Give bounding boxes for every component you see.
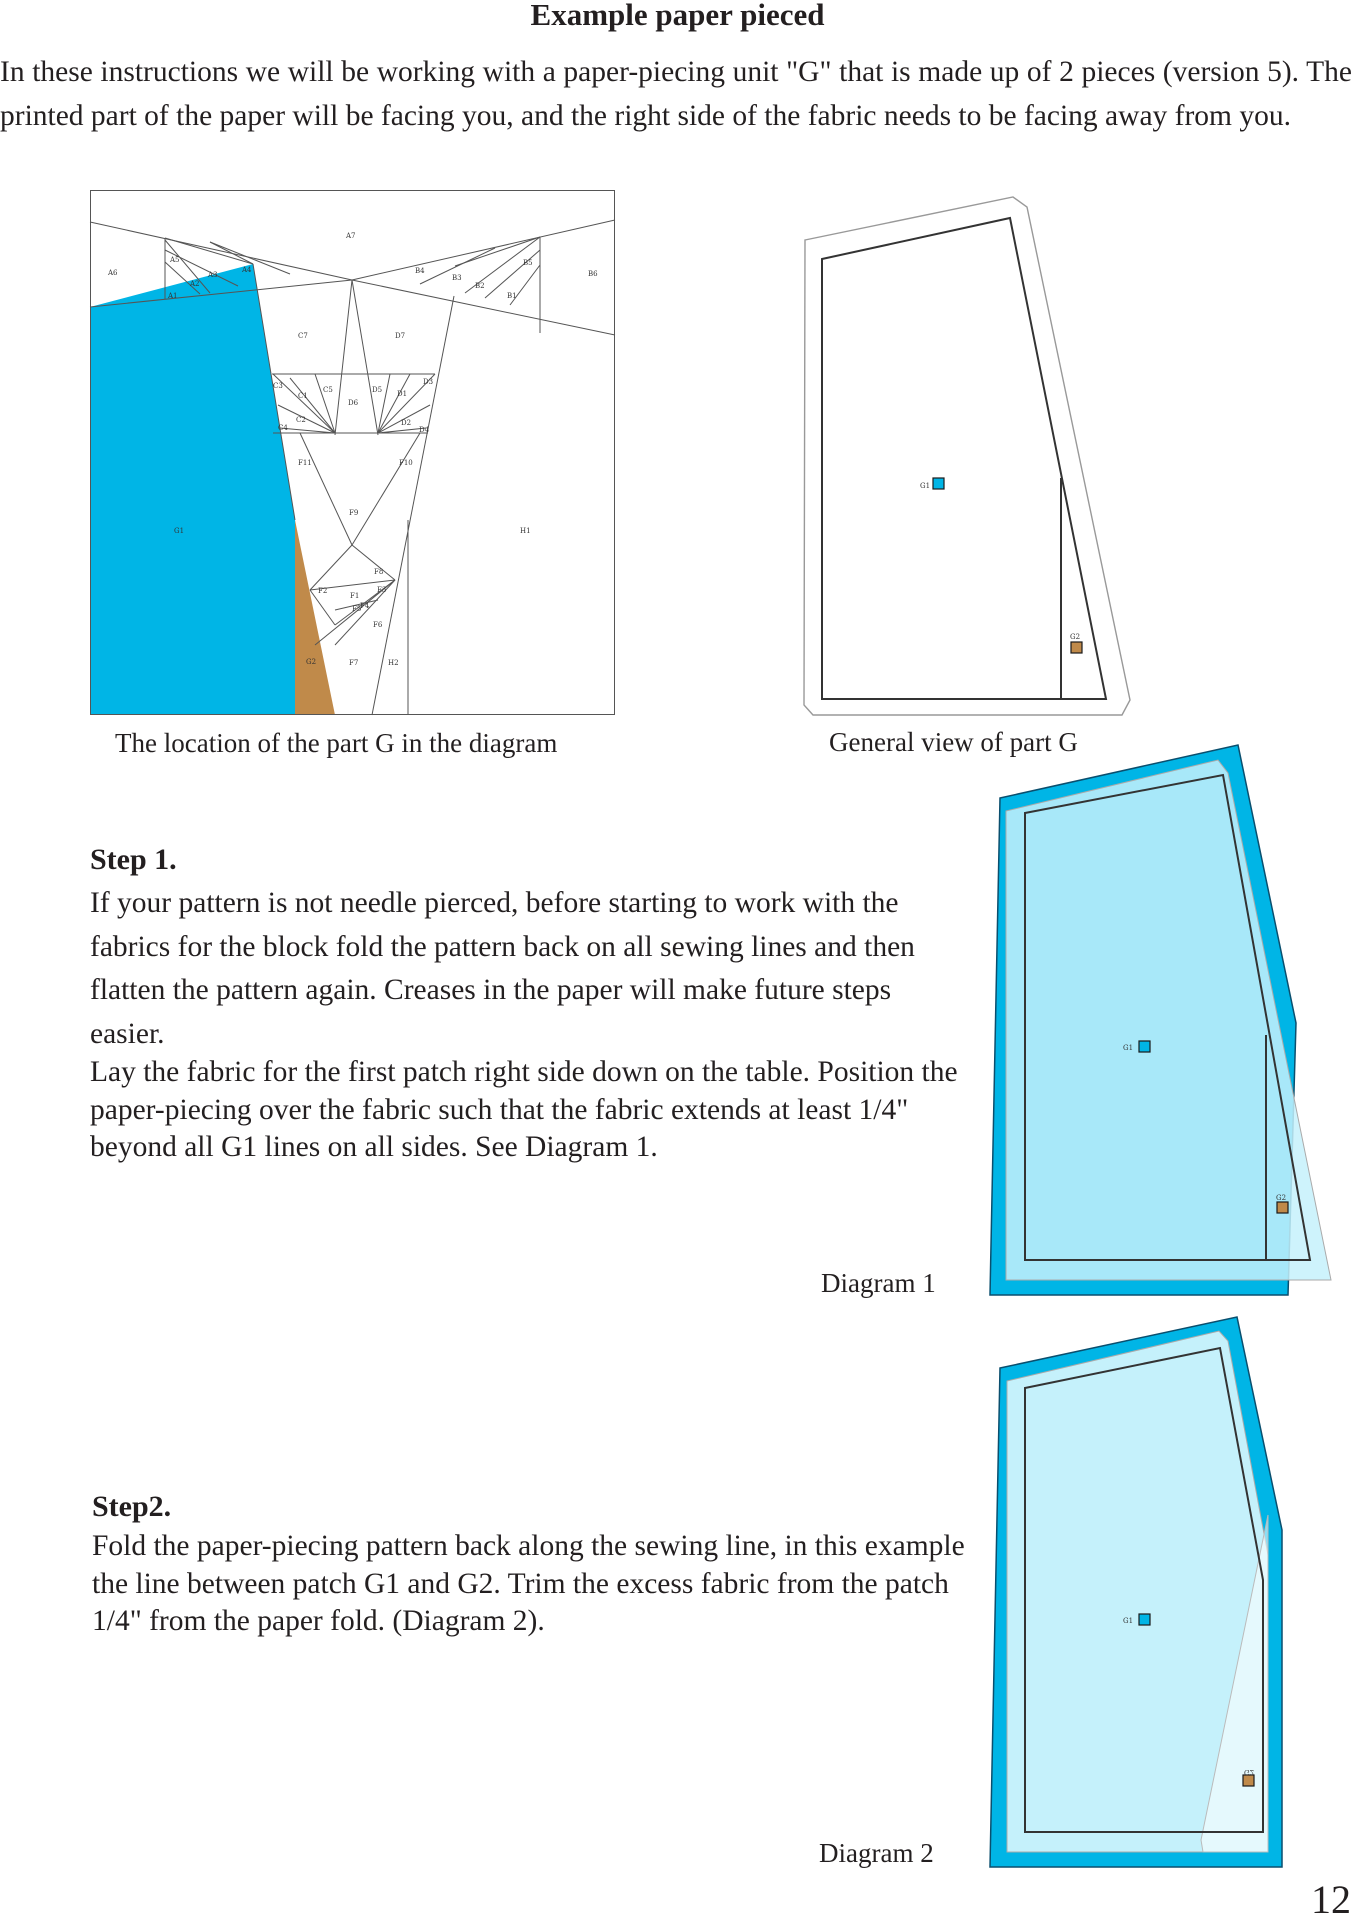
- g1-marker: [1139, 1614, 1150, 1625]
- g2-label: G2: [1070, 633, 1081, 641]
- label-a3: A3: [208, 271, 218, 279]
- part-g-general-view: [800, 195, 1130, 720]
- label-a1: A1: [168, 292, 178, 300]
- label-b4: B4: [415, 267, 425, 275]
- label-d2: D2: [401, 419, 412, 427]
- label-g2: G2: [306, 658, 317, 666]
- seam-allowance-outline: [804, 197, 1130, 715]
- label-a4: A4: [242, 266, 252, 274]
- g1-label: G1: [920, 482, 931, 490]
- block-location-diagram: [90, 190, 615, 715]
- label-f7: F7: [349, 659, 359, 667]
- page-number: 12: [1311, 1877, 1351, 1922]
- step2-paragraph-1: Fold the paper-piecing pattern back along the sewing line, in this example the line between patch G1 and G2. Trim the excess fabric from the patch 1/4" from the paper fold. (Diagram 2).: [92, 1530, 965, 1637]
- diagram-2-label: Diagram 2: [819, 1838, 934, 1868]
- part-g-outline: [822, 218, 1106, 699]
- label-d6: D6: [348, 399, 359, 407]
- label-g1: G1: [174, 527, 185, 535]
- label-b1: B1: [507, 292, 517, 300]
- label-f8: F8: [374, 568, 384, 576]
- label-d7: D7: [395, 332, 406, 340]
- label-d1: D1: [397, 390, 408, 398]
- diagram-1: [988, 743, 1333, 1298]
- label-f11: F11: [298, 459, 312, 467]
- step1-paragraph-2: Lay the fabric for the first patch right side down on the table. Position the paper-piecing over the fabric such that the fabric extends at least 1/4" beyond all G1 lines on all sides. See Diagram 1.: [90, 1056, 958, 1163]
- g2-label-mirrored: G2: [1244, 1768, 1255, 1776]
- step1-paragraph-1: If your pattern is not needle pierced, before starting to work with the fabrics for the block fold the pattern back on all sewing lines and then flatten the pattern again. Creases in the paper will make future steps easier.: [90, 887, 915, 1050]
- location-caption: The location of the part G in the diagram: [115, 728, 558, 758]
- general-view-caption: General view of part G: [829, 727, 1078, 757]
- diagram-1-label: Diagram 1: [821, 1268, 936, 1298]
- label-d5: D5: [372, 386, 383, 394]
- label-c3: C3: [273, 382, 283, 390]
- label-c4: C4: [278, 424, 288, 432]
- g1-label: G1: [1123, 1044, 1134, 1052]
- label-f9: F9: [349, 509, 359, 517]
- label-a2: A2: [190, 280, 200, 288]
- label-f4: F4: [360, 602, 370, 610]
- label-f5: F5: [352, 605, 362, 613]
- diagram-2: [988, 1315, 1328, 1870]
- page-title: Example paper pieced: [530, 0, 825, 32]
- g2-label: G2: [1276, 1194, 1287, 1202]
- label-f6: F6: [373, 621, 383, 629]
- g2-fabric-area: [295, 520, 335, 715]
- label-d4: D4: [419, 426, 430, 434]
- intro-paragraph: In these instructions we will be working with a paper-piecing unit "G" that is made up of 2 pieces (version 5). The printed part of the paper will be facing you, and the right side of the fabric needs to be facing away from you.: [0, 56, 1352, 132]
- g1-marker: [933, 478, 944, 489]
- label-d3: D3: [423, 378, 434, 386]
- g2-marker: [1277, 1202, 1288, 1213]
- label-c1: C1: [298, 392, 308, 400]
- label-b2: B2: [475, 282, 485, 290]
- label-a7: A7: [346, 232, 356, 240]
- label-c5: C5: [323, 386, 333, 394]
- label-a6: A6: [108, 269, 118, 277]
- label-h1: H1: [520, 527, 531, 535]
- label-f3: F3: [377, 586, 387, 594]
- label-h2: H2: [388, 659, 399, 667]
- label-f2: F2: [318, 587, 328, 595]
- label-b5: B5: [523, 259, 533, 267]
- g1-marker: [1139, 1041, 1150, 1052]
- label-c2: C2: [296, 416, 306, 424]
- label-f10: F10: [399, 459, 413, 467]
- step2-heading: Step2.: [92, 1490, 172, 1523]
- label-b3: B3: [452, 274, 462, 282]
- g1-label: G1: [1123, 1617, 1134, 1625]
- label-a5: A5: [170, 256, 180, 264]
- label-b6: B6: [588, 270, 598, 278]
- step1-heading: Step 1.: [90, 843, 177, 876]
- label-c7: C7: [298, 332, 308, 340]
- label-f1: F1: [350, 592, 360, 600]
- g2-marker: [1071, 642, 1082, 653]
